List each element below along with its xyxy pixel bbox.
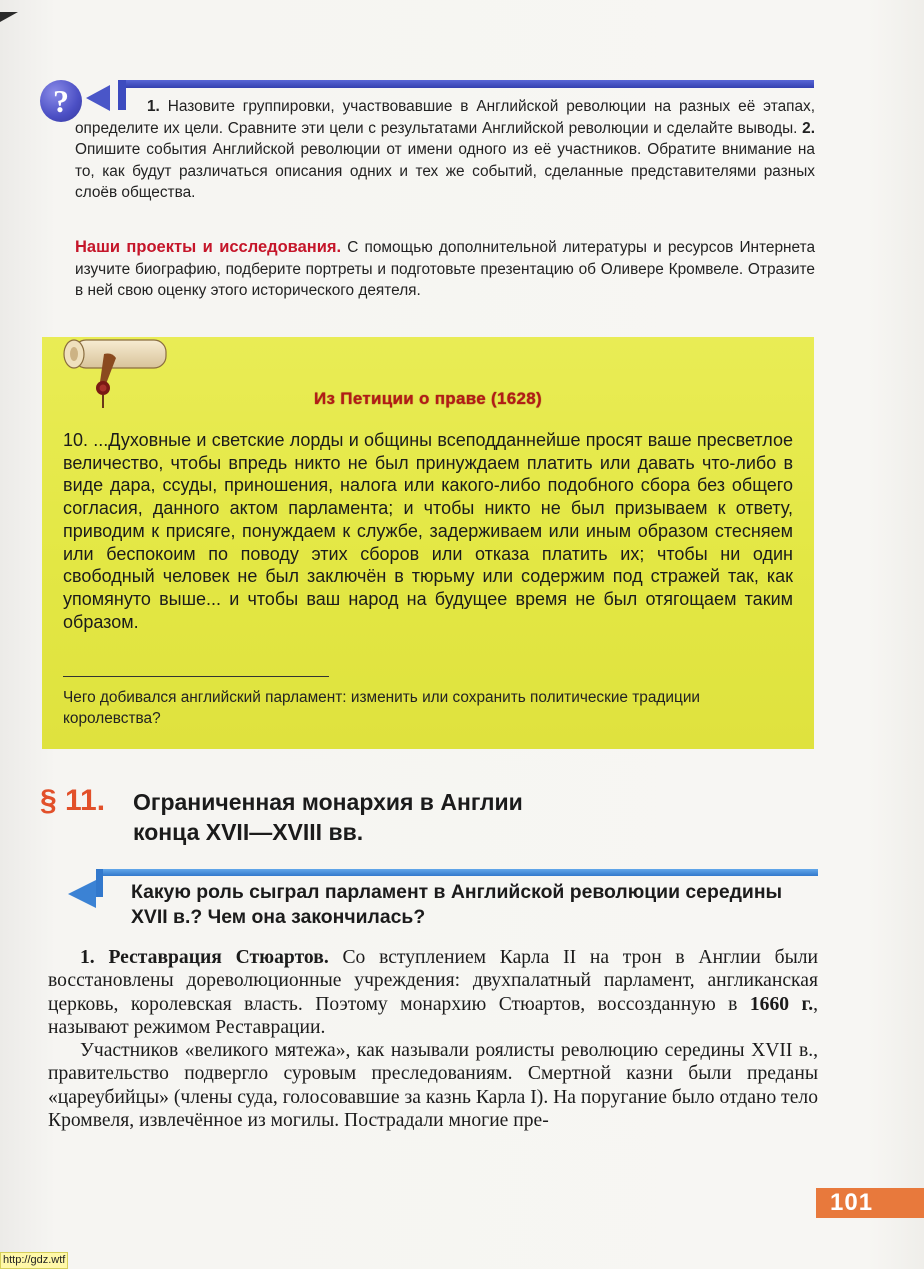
question-text-1: Назовите группировки, участвовавшие в Английской революции на разных её этапах, определите их цели. Сравните эти цели с результатами Английской революции и сделайте выводы. [75, 98, 815, 137]
question-frame-top [118, 80, 814, 88]
projects-block [75, 237, 815, 302]
guiding-frame-top [96, 869, 818, 876]
source-divider [63, 676, 329, 677]
question-text-2: Опишите события Английской революции от имени одного из её участников. Обратите внимание на то, как будут различаться описания одних и тех же событий, сделанные представителями разных слоёв общества. [75, 141, 815, 202]
section-title-line-1: Ограниченная монархия в Англии [133, 789, 523, 815]
subsection-heading: 1. Реставрация Стюартов. [80, 947, 329, 968]
source-question: Чего добивался английский парламент: изменить или сохранить политические традиции королевства? [63, 689, 701, 727]
paragraph-1 [48, 946, 818, 1039]
section-number: § 11. [40, 784, 106, 817]
paragraph-2: Участников «великого мятежа», как называли роялисты революцию середины XVII в., правительство подвергло суровым преследованиям. Смертной казни были преданы «цареубийцы» (члены суда, голосовавшие за казнь Карла I). На поругание было отдано тело Кромвеля, извлечённое из могилы. Пострадали многие пре- [48, 1040, 818, 1132]
arrow-left-icon [68, 880, 96, 908]
paragraph-1-text: Со вступлением Карла II на трон в Англии были восстановлены дореволюционные учреждения: двухпалатный парламент, англиканская церковь, королевская власть. Поэтому монархию Стюартов, воссозданную в [48, 947, 818, 1015]
watermark-link[interactable]: http://gdz.wtf [0, 1252, 68, 1269]
guiding-frame-side [96, 869, 103, 897]
source-title: Из Петиции о праве (1628) [314, 389, 542, 408]
guiding-question: Какую роль сыграл парламент в Английской революции середины XVII в.? Чем она закончилась? [131, 881, 783, 928]
main-text [48, 946, 818, 1132]
question-mark-icon: ? [40, 80, 82, 122]
source-text: 10. ...Духовные и светские лорды и общины всеподданнейше просят ваше пресветлое величество, чтобы впредь никто не был принуждаем платить или давать что-либо в виде дара, ссуды, приношения, налога или какого-либо подобного сбора без общего согласия, данного актом парламента; и чтобы никто не был призываем к ответу, приводим к присяге, понуждаем к службе, задерживаем или иным образом стесняем или беспокоим по поводу этих сборов или отказа платить их; чтобы ни один свободный человек не был заключён в тюрьму или содержим под стражей так, как упомянуто выше... и чтобы ваш народ на будущее время не был отягощаем таким образом. [63, 430, 793, 632]
projects-title: Наши проекты и исследования. [75, 238, 342, 256]
question-number-1: 1. [147, 98, 160, 115]
page-number: 101 [816, 1188, 924, 1218]
question-number-2: 2. [802, 119, 815, 137]
projects-text: С помощью дополнительной литературы и ресурсов Интернета изучите биографию, подберите портреты и подготовьте презентацию об Оливере Кромвеле. Отразите в ней свою оценку этого исторического деятеля. [75, 239, 816, 300]
year-highlight: 1660 г. [749, 993, 814, 1015]
paragraph-1-tail: , называют режимом Реставрации. [48, 993, 819, 1038]
page-corner-mark [0, 12, 18, 22]
review-questions [75, 96, 815, 204]
section-title-line-2: конца XVII—XVIII вв. [133, 819, 364, 845]
section-title [133, 787, 693, 847]
